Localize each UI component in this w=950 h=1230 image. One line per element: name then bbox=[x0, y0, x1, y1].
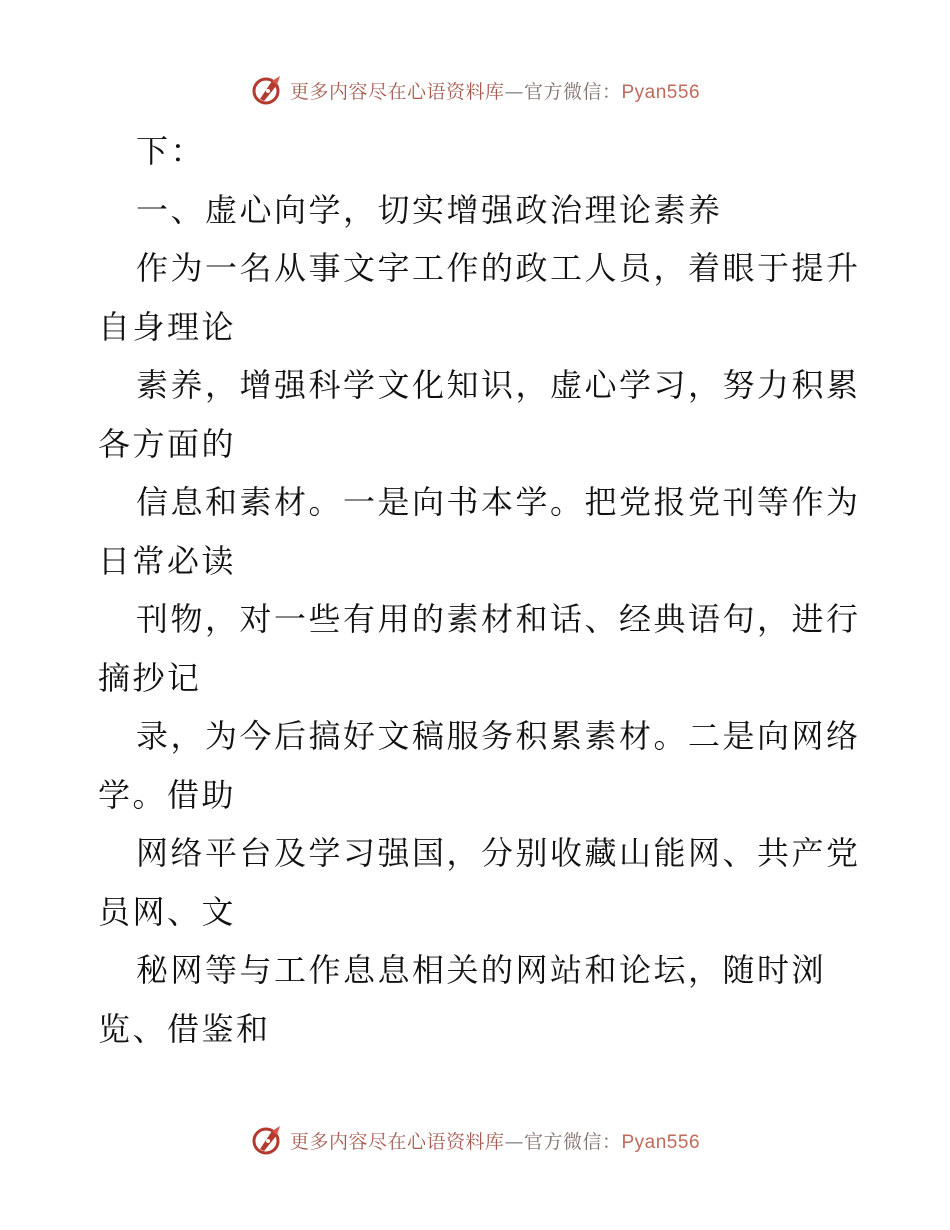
footer-banner bbox=[0, 1120, 950, 1160]
pen-nib-circle-icon bbox=[250, 1123, 284, 1157]
body-line: 学。借助 bbox=[98, 775, 237, 814]
header-banner bbox=[0, 70, 950, 110]
section-heading: 一、虚心向学，切实增强政治理论素养 bbox=[136, 190, 723, 229]
header-banner-wechat-label: 官方微信： bbox=[523, 80, 622, 103]
body-line: 刊物，对一些有用的素材和话、经典语句，进行 bbox=[136, 600, 861, 638]
document-body bbox=[98, 122, 861, 1058]
footer-banner-handle: Pyan556 bbox=[621, 1131, 701, 1153]
pen-nib-circle-icon bbox=[250, 73, 284, 107]
body-line: 信息和素材。一是向书本学。把党报党刊等作为 bbox=[136, 483, 861, 521]
header-banner-text bbox=[290, 77, 700, 104]
body-line: 网络平台及学习强国，分别收藏山能网、共产党 bbox=[136, 834, 861, 872]
header-banner-title: 更多内容尽在心语资料库 bbox=[289, 80, 505, 103]
body-line: 各方面的 bbox=[98, 424, 237, 463]
footer-banner-title: 更多内容尽在心语资料库 bbox=[289, 1130, 505, 1153]
body-line: 员网、文 bbox=[98, 892, 237, 931]
body-line: 摘抄记 bbox=[98, 658, 202, 697]
body-line: 自身理论 bbox=[98, 307, 237, 346]
body-line: 下： bbox=[136, 132, 206, 170]
footer-banner-text bbox=[290, 1127, 700, 1154]
body-line: 作为一名从事文字工作的政工人员，着眼于提升 bbox=[136, 249, 861, 287]
body-line: 览、借鉴和 bbox=[98, 1009, 271, 1048]
body-line: 日常必读 bbox=[98, 541, 237, 580]
body-line: 秘网等与工作息息相关的网站和论坛，随时浏 bbox=[136, 951, 827, 989]
footer-banner-wechat-label: 官方微信： bbox=[523, 1130, 622, 1153]
header-banner-separator: — bbox=[504, 80, 524, 103]
body-line: 素养，增强科学文化知识，虚心学习，努力积累 bbox=[136, 366, 861, 404]
body-line: 录，为今后搞好文稿服务积累素材。二是向网络 bbox=[136, 717, 861, 755]
footer-banner-separator: — bbox=[504, 1130, 524, 1153]
header-banner-handle: Pyan556 bbox=[621, 81, 701, 103]
